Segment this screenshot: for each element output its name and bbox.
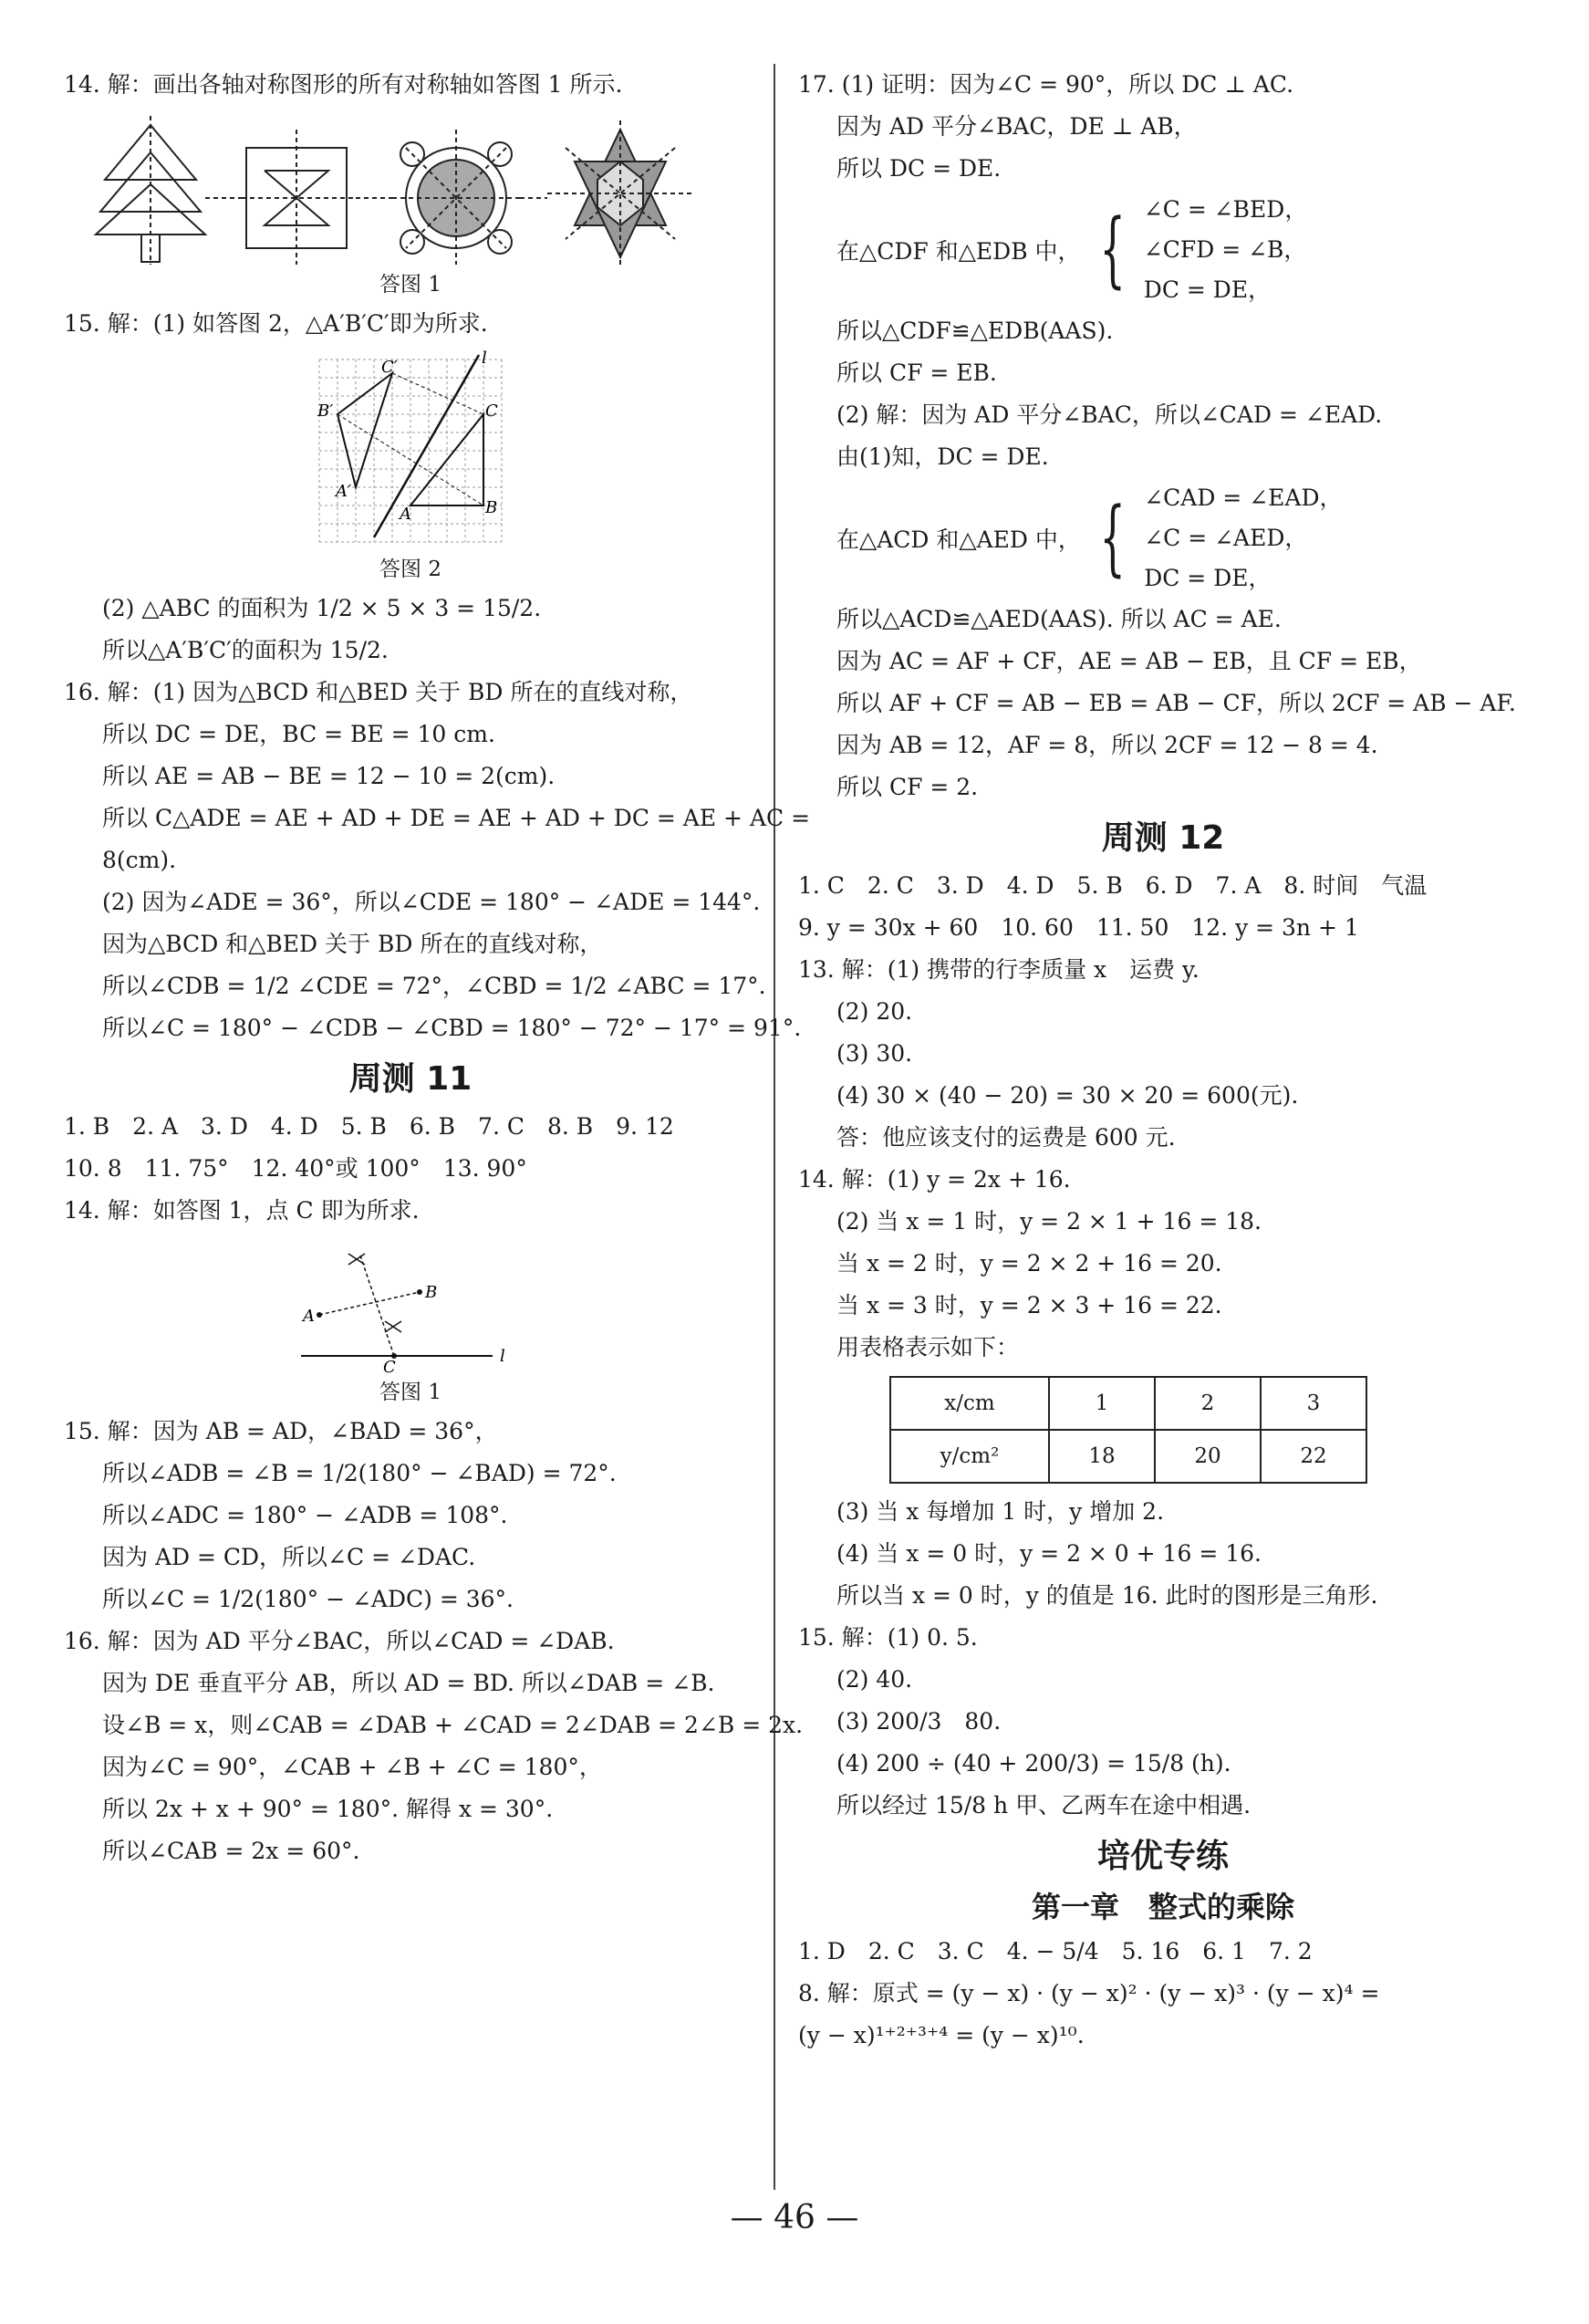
q15-top-1: 15. 解：(1) 如答图 2，△A′B′C′即为所求. (64, 310, 488, 337)
left-column (64, 64, 811, 1872)
q15-top-2: (2) △ABC 的面积为 1/2 × 5 × 3 = 15/2. (102, 595, 542, 621)
q16-top-line: 所以 DC = DE，BC = BE = 10 cm. (102, 721, 495, 747)
q15-line: (4) 200 ÷ (40 + 200/3) = 15/8 (h). (836, 1750, 1231, 1777)
q14-top: 14. 解：画出各轴对称图形的所有对称轴如答图 1 所示. (64, 71, 623, 98)
q15-line: (2) 40. (836, 1666, 913, 1693)
q17-line: 17. (1) 证明：因为∠C = 90°，所以 DC ⊥ AC. (798, 71, 1294, 98)
label-a: A (303, 1307, 315, 1326)
q16-top-line: 因为△BCD 和△BED 关于 BD 所在的直线对称， (102, 931, 603, 957)
q14-after-line: (3) 当 x 每增加 1 时，y 增加 2. (836, 1498, 1165, 1525)
q17-system-2 (798, 478, 1528, 599)
table-cell: x/cm (890, 1377, 1049, 1430)
q14-line: 当 x = 2 时，y = 2 × 2 + 16 = 20. (836, 1250, 1222, 1277)
table-row (890, 1430, 1366, 1483)
system-item: DC = DE， (1143, 276, 1272, 303)
brace-icon: { (1098, 202, 1126, 297)
q16-mid-line: 因为 DE 垂直平分 AB，所以 AD = BD. 所以∠DAB = ∠B. (102, 1670, 715, 1696)
q16-top-line: (2) 因为∠ADE = 36°，所以∠CDE = 180° − ∠ADE = 144°. (102, 889, 761, 915)
q14-line: 当 x = 3 时，y = 2 × 3 + 16 = 22. (836, 1292, 1222, 1318)
q16-mid-line: 所以 2x + x + 90° = 180°. 解得 x = 30°. (102, 1796, 554, 1822)
q16-top-line: 16. 解：(1) 因为△BCD 和△BED 关于 BD 所在的直线对称， (64, 679, 693, 705)
table-cell: 2 (1155, 1377, 1261, 1430)
q14-after-line: 所以当 x = 0 时，y 的值是 16. 此时的图形是三角形. (836, 1582, 1378, 1609)
q14-line: 用表格表示如下： (836, 1334, 1020, 1360)
star-figure (547, 120, 693, 265)
q17-line: 因为 AC = AF + CF，AE = AB − EB，且 CF = EB， (836, 648, 1422, 674)
q16-mid-line: 因为∠C = 90°，∠CAB + ∠B + ∠C = 180°， (102, 1754, 602, 1780)
q17-line: 所以 AF + CF = AB − EB = AB − CF，所以 2CF = AB − AF. (836, 690, 1516, 716)
table-cell: 20 (1155, 1430, 1261, 1483)
q17-system-1 (798, 190, 1528, 310)
q14-line: (2) 当 x = 1 时，y = 2 × 1 + 16 = 18. (836, 1208, 1262, 1235)
table-cell: y/cm² (890, 1430, 1049, 1483)
label-a-prime: A′ (336, 482, 352, 501)
page-number: — 46 — (730, 2199, 859, 2236)
q17-line: 所以△ACD≌△AED(AAS). 所以 AC = AE. (836, 606, 1282, 632)
square-figure (242, 130, 356, 265)
label-a: A (400, 505, 411, 524)
q16-top-line: 8(cm). (102, 847, 177, 873)
q16-mid-line: 设∠B = x，则∠CAB = ∠DAB + ∠CAD = 2∠DAB = 2∠B = 2x. (102, 1712, 804, 1738)
q13-line: 13. 解：(1) 携带的行李质量 x 运费 y. (798, 956, 1200, 983)
heading-week-12: 周测 12 (1101, 819, 1225, 857)
system-item: ∠C = ∠BED， (1143, 196, 1308, 223)
right-column (798, 64, 1528, 2057)
q17-line: 因为 AD 平分∠BAC，DE ⊥ AB， (836, 113, 1197, 140)
q17-line: 所以△CDF≌△EDB(AAS). (836, 318, 1114, 344)
label-c: C (383, 1358, 396, 1374)
label-l: l (500, 1347, 505, 1366)
q16-top-line: 所以 C△ADE = AE + AD + DE = AE + AD + DC = AE + AC = (102, 805, 811, 831)
q8-line: (y − x)¹⁺²⁺³⁺⁴ = (y − x)¹⁰. (798, 2022, 1085, 2048)
column-divider (774, 64, 775, 2190)
q16-top-line: 所以 AE = AB − BE = 12 − 10 = 2(cm). (102, 763, 556, 789)
q15-mid-line: 所以∠ADC = 180° − ∠ADB = 108°. (102, 1502, 508, 1528)
q15-top-3: 所以△A′B′C′的面积为 15/2. (102, 637, 389, 663)
q15-mid-line: 所以∠C = 1/2(180° − ∠ADC) = 36°. (102, 1586, 514, 1612)
label-c: C (485, 401, 498, 421)
q15-mid-line: 15. 解：因为 AB = AD，∠BAD = 36°， (64, 1418, 498, 1444)
label-b-prime: B′ (317, 401, 334, 421)
q16-mid-line: 16. 解：因为 AD 平分∠BAC，所以∠CAD = ∠DAB. (64, 1628, 615, 1654)
answers-12-a: 1. C 2. C 3. D 4. D 5. B 6. D 7. A 8. 时间 气温 (798, 872, 1428, 899)
system-item: ∠CFD = ∠B， (1143, 236, 1307, 263)
q15-line: 15. 解：(1) 0. 5. (798, 1624, 978, 1651)
system-item: DC = DE， (1144, 565, 1272, 591)
label-b: B (485, 498, 498, 517)
q15-mid-line: 因为 AD = CD，所以∠C = ∠DAC. (102, 1544, 476, 1570)
table-cell: 22 (1261, 1430, 1366, 1483)
label-b: B (425, 1283, 438, 1302)
label-l: l (482, 350, 487, 368)
q13-line: 答：他应该支付的运费是 600 元. (836, 1124, 1176, 1151)
circle-figure (392, 130, 520, 265)
table-row (890, 1377, 1366, 1430)
fig1-caption: 答图 1 (379, 273, 441, 297)
grid-figure (310, 350, 511, 551)
q17-line: 因为 AB = 12，AF = 8，所以 2CF = 12 − 8 = 4. (836, 732, 1378, 758)
system-item: ∠CAD = ∠EAD， (1144, 485, 1343, 511)
answers-11-b: 10. 8 11. 75° 12. 40°或 100° 13. 90° (64, 1155, 527, 1182)
answers-11-a: 1. B 2. A 3. D 4. D 5. B 6. B 7. C 8. B 9. 12 (64, 1113, 674, 1140)
q15-line: 所以经过 15/8 h 甲、乙两车在途中相遇. (836, 1792, 1251, 1819)
construction-figure (292, 1237, 529, 1374)
brace-icon: { (1099, 490, 1126, 586)
q13-line: (2) 20. (836, 998, 913, 1025)
system-lead: 在△CDF 和△EDB 中， (836, 238, 1081, 265)
q13-line: (3) 30. (836, 1040, 913, 1067)
system-item: ∠C = ∠AED， (1144, 525, 1308, 551)
q14-line: 14. 解：(1) y = 2x + 16. (798, 1166, 1071, 1193)
q17-line: 由(1)知，DC = DE. (836, 443, 1049, 470)
q16-top-line: 所以∠C = 180° − ∠CDB − ∠CBD = 180° − 72° − 17° = 91°. (102, 1015, 802, 1041)
tree-figure (96, 116, 205, 265)
table-cell: 3 (1261, 1377, 1366, 1430)
q15-mid-line: 所以∠ADB = ∠B = 1/2(180° − ∠BAD) = 72°. (102, 1460, 617, 1486)
q15-line: (3) 200/3 80. (836, 1708, 1002, 1735)
q14-after-line: (4) 当 x = 0 时，y = 2 × 0 + 16 = 16. (836, 1540, 1262, 1567)
q17-line: (2) 解：因为 AD 平分∠BAC，所以∠CAD = ∠EAD. (836, 401, 1383, 428)
label-c-prime: C′ (381, 358, 398, 377)
q17-line: 所以 CF = 2. (836, 774, 979, 800)
heading-week-11: 周测 11 (348, 1060, 473, 1098)
q14-mid: 14. 解：如答图 1，点 C 即为所求. (64, 1197, 420, 1224)
fig3-caption: 答图 1 (379, 1381, 441, 1404)
fig2-caption: 答图 2 (379, 558, 441, 581)
q17-line: 所以 DC = DE. (836, 155, 1002, 182)
symmetry-figures (91, 111, 730, 266)
heading-chapter-1: 第一章 整式的乘除 (1031, 1890, 1294, 1924)
table-cell: 1 (1049, 1377, 1155, 1430)
q8-line: 8. 解：原式 = (y − x) · (y − x)² · (y − x)³ · (y − x)⁴ = (798, 1980, 1380, 2006)
q13-line: (4) 30 × (40 − 20) = 30 × 20 = 600(元). (836, 1082, 1299, 1109)
xy-table (889, 1376, 1367, 1484)
system-lead: 在△ACD 和△AED 中， (836, 526, 1081, 553)
q16-mid-line: 所以∠CAB = 2x = 60°. (102, 1838, 360, 1864)
q16-top-line: 所以∠CDB = 1/2 ∠CDE = 72°，∠CBD = 1/2 ∠ABC = 17°. (102, 973, 766, 999)
answers-ch1: 1. D 2. C 3. C 4. − 5/4 5. 16 6. 1 7. 2 (798, 1938, 1313, 1964)
heading-peiyou: 培优专练 (1096, 1838, 1229, 1875)
answers-12-b: 9. y = 30x + 60 10. 60 11. 50 12. y = 3n + 1 (798, 914, 1359, 941)
table-cell: 18 (1049, 1430, 1155, 1483)
q17-line: 所以 CF = EB. (836, 360, 997, 386)
